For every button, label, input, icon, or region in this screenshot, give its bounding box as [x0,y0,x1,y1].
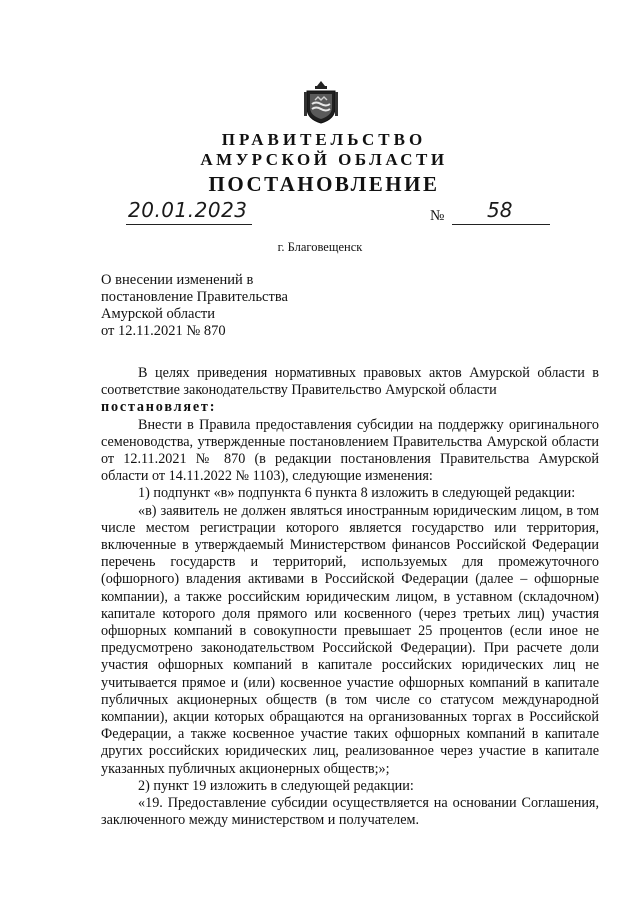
handwritten-date: 20.01.2023 [128,198,248,222]
title-line: Амурской области [101,306,215,322]
number-underline [452,224,550,225]
coat-of-arms-icon [301,80,341,124]
title-line: О внесении изменений в [101,272,254,288]
body-paragraph: 2) пункт 19 изложить в следующей редакции: [138,777,414,794]
header-government: ПРАВИТЕЛЬСТВО [221,130,427,149]
body-paragraph: «19. Предоставление субсидии осуществляется на основании Соглашения, заключенного между министерством и получателем. [101,795,599,829]
resolves-word: постановляет: [101,399,217,416]
body-paragraph: Внести в Правила предоставления субсидии на поддержку оригинального семеноводства, утвержденные постановлением Правительства Амурской области от 12.11.2021 № 870 (в редакции постановления Правительства Амурской области от 14.11.2022 № 1103), следующие изменения: [101,416,599,485]
header-document-type: ПОСТАНОВЛЕНИЕ [208,172,440,196]
city-line: г. Благовещенск [277,240,363,254]
intro-paragraph: В целях приведения нормативных правовых актов Амурской области в соответствие законодательству Правительство Амурской области [101,365,599,399]
title-line: от 12.11.2021 № 870 [101,323,226,339]
header-region: АМУРСКОЙ ОБЛАСТИ [200,150,448,169]
body-paragraph: 1) подпункт «в» подпункта 6 пункта 8 изложить в следующей редакции: [138,485,576,502]
title-line: постановление Правительства [101,289,288,305]
number-sign: № [430,208,445,224]
date-underline [126,224,252,225]
document-title [101,272,288,340]
document-body [101,365,599,829]
body-paragraph: «в) заявитель не должен являться иностранным юридическим лицом, в том числе местом регистрации которого является государство или территория, включенные в утверждаемый Министерством финансов Российской Федерации перечень государств и территорий, используемых для промежуточного (офшорного) владения активами в Российской Федерации (далее – офшорные компании), а также российским юридическим лицом, в уставном (складочном) капитале которого доля прямого или косвенного (через третьих лиц) участия офшорных компаний в совокупности превышает 25 процентов (если иное не предусмотрено законодательством Российской Федерации). При расчете доли участия офшорных компаний в капитале российских юридических лиц не учитывается прямое и (или) косвенное участие офшорных компаний в капитале публичных акционерных обществ (в том числе со статусом международной компании), акции которых обращаются на организованных торгах в Российской Федерации, а также косвенное участие таких офшорных компаний в капитале других российских юридических лиц, реализованное через участие в капитале указанных публичных акционерных обществ;»; [101,502,599,777]
handwritten-number: 58 [487,198,513,222]
